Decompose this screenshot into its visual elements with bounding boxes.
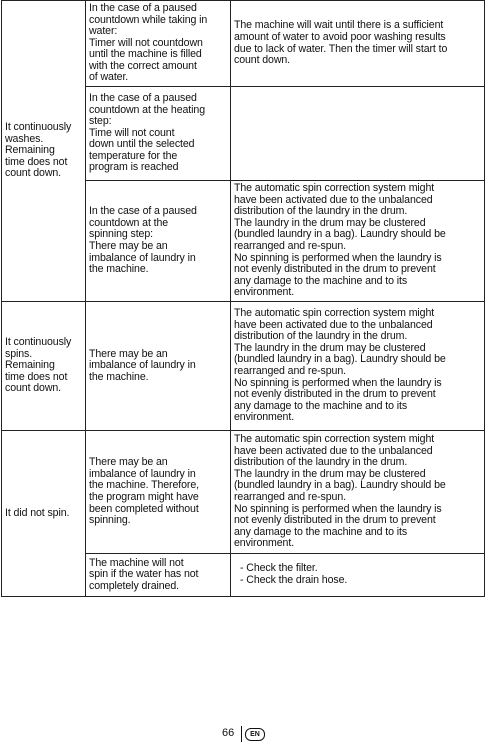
cause-cell: In the case of a paused countdown while taking in water: Timer will not countdown until the machine is filled with the correct amount of water.	[86, 1, 231, 87]
remedy-cell	[231, 87, 485, 181]
symptom-cell: It continuously washes. Remaining time does not count down.	[2, 1, 86, 302]
table-row	[2, 1, 485, 87]
cause-cell: There may be an imbalance of laundry in the machine.	[86, 302, 231, 431]
cause-cell: There may be an imbalance of laundry in the machine. Therefore, the program might have been completed without spinning.	[86, 431, 231, 554]
symptom-cell: It continuously spins. Remaining time does not count down.	[2, 302, 86, 431]
table-row	[2, 431, 485, 554]
symptom-cell: It did not spin.	[2, 431, 86, 597]
footer-divider	[241, 726, 242, 742]
remedy-cell: The automatic spin correction system might have been activated due to the unbalanced distribution of the laundry in the drum. The laundry in the drum may be clustered (bundled laundry in a bag). Laundry should be rearranged and re-spun. No spinning is performed when the laundry is not evenly distributed in the drum to prevent any damage to the machine and to its environment.	[231, 302, 485, 431]
remedy-cell: The automatic spin correction system might have been activated due to the unbalanced distribution of the laundry in the drum. The laundry in the drum may be clustered (bundled laundry in a bag). Laundry should be rearranged and re-spun. No spinning is performed when the laundry is not evenly distributed in the drum to prevent any damage to the machine and to its environment.	[231, 181, 485, 302]
cause-cell: In the case of a paused countdown at the heating step: Time will not count down until the selected temperature for the program is reached	[86, 87, 231, 181]
remedy-cell: The machine will wait until there is a sufficient amount of water to avoid poor washing results due to lack of water. Then the timer will start to count down.	[231, 1, 485, 87]
page-number: 66	[222, 727, 235, 739]
remedy-cell: - Check the filter. - Check the drain hose.	[231, 554, 485, 597]
remedy-cell: The automatic spin correction system might have been activated due to the unbalanced distribution of the laundry in the drum. The laundry in the drum may be clustered (bundled laundry in a bag). Laundry should be rearranged and re-spun. No spinning is performed when the laundry is not evenly distributed in the drum to prevent any damage to the machine and to its environment.	[231, 431, 485, 554]
table-row	[2, 302, 485, 431]
page-footer	[0, 726, 486, 744]
cause-cell: The machine will not spin if the water has not completely drained.	[86, 554, 231, 597]
cause-cell: In the case of a paused countdown at the spinning step: There may be an imbalance of laundry in the machine.	[86, 181, 231, 302]
troubleshooting-table	[1, 0, 485, 597]
language-badge: EN	[245, 728, 265, 741]
